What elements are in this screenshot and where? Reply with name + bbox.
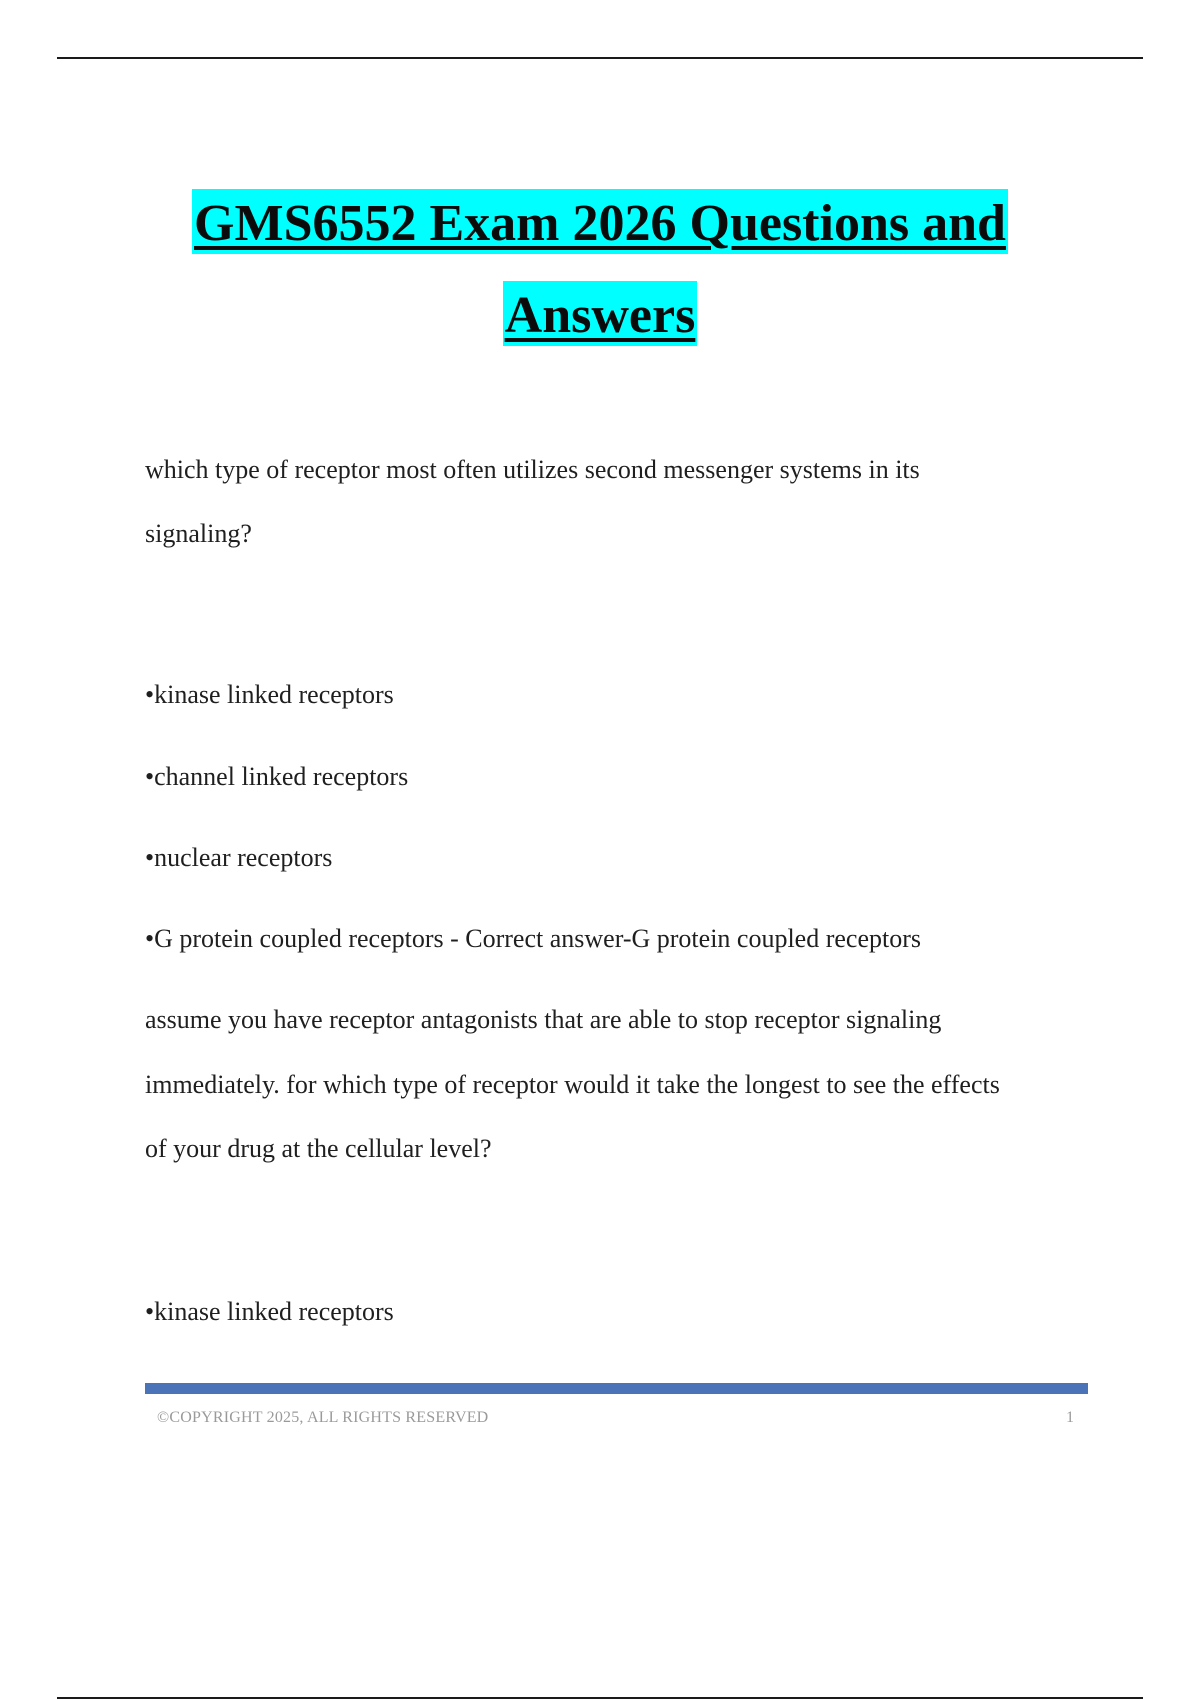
title-line-1 <box>0 178 1200 270</box>
title-text-1: GMS6552 Exam 2026 Questions and <box>192 189 1008 254</box>
bottom-page-rule <box>57 1697 1143 1699</box>
question-1-option-1: •kinase linked receptors <box>145 680 394 709</box>
footer-copyright: ©COPYRIGHT 2025, ALL RIGHTS RESERVED <box>157 1409 489 1426</box>
title-text-2: Answers <box>503 281 698 346</box>
question-2-line-3: of your drug at the cellular level? <box>145 1134 492 1163</box>
question-1-option-3: •nuclear receptors <box>145 843 333 872</box>
question-2-option-1: •kinase linked receptors <box>145 1297 394 1326</box>
question-2-line-1: assume you have receptor antagonists that are able to stop receptor signaling <box>145 1005 942 1034</box>
question-1-option-4-answer: •G protein coupled receptors - Correct answer-G protein coupled receptors <box>145 924 922 953</box>
question-1-line-2: signaling? <box>145 519 252 548</box>
document-title <box>0 178 1200 362</box>
question-2-line-2: immediately. for which type of receptor would it take the longest to see the effects <box>145 1070 1000 1099</box>
top-page-rule <box>57 57 1143 59</box>
footer-bar <box>145 1383 1088 1394</box>
question-1-line-1: which type of receptor most often utilizes second messenger systems in its <box>145 455 920 484</box>
title-line-2 <box>0 270 1200 362</box>
question-1-option-2: •channel linked receptors <box>145 762 409 791</box>
footer-page-number: 1 <box>1066 1409 1074 1426</box>
